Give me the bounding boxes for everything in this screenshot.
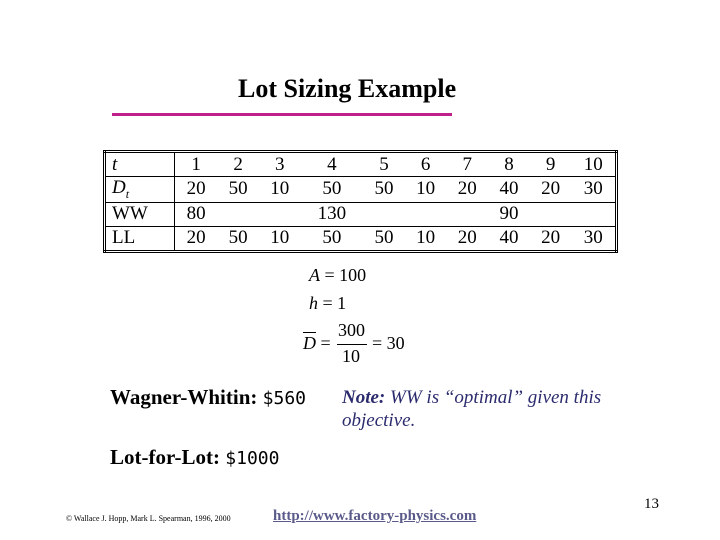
table-cell [446,202,488,226]
copyright-text: © Wallace J. Hopp, Mark L. Spearman, 1996, 2000 [66,514,231,523]
table-cell: 30 [571,226,616,251]
table-cell: 80 [175,202,218,226]
note-text: WW is “optimal” given this objective. [342,387,602,431]
table-cell: 130 [301,202,364,226]
table-cell [530,202,572,226]
table-cell: 30 [571,177,616,203]
table-cell: 9 [545,153,556,175]
table-cell: 20 [446,226,488,251]
table-cell [259,202,301,226]
table-cell: 40 [488,226,530,251]
fraction-bar [337,344,367,345]
wagner-whitin-result [110,385,306,410]
table-cell: 10 [259,226,301,251]
table-cell: 20 [530,177,572,203]
table-cell: 3 [275,153,285,175]
table-cell [405,202,447,226]
table-cell [217,202,259,226]
row-header: $D_t$ [105,177,175,203]
website-link[interactable]: http://www.factory-physics.com [273,508,477,524]
table-row [105,202,617,226]
table-cell: 4 [327,153,337,175]
table-cell [363,202,405,226]
formula-dbar-numerator: 300 [338,320,365,340]
table-cell: 50 [363,177,405,203]
ll-label: Lot-for-Lot: [110,445,221,469]
note-prefix: Note: [342,387,386,408]
table-cell: 20 [175,226,218,251]
table-cell: 50 [301,177,364,203]
table-cell: 10 [405,177,447,203]
row-header: WW [105,202,175,226]
table-cell: 50 [363,226,405,251]
table-cell: 10 [405,226,447,251]
table-cell: 50 [301,226,364,251]
formula-dbar-lhs: $\overline{D}$ = [303,333,331,353]
table-cell: 6 [420,153,431,175]
table-cell: 90 [488,202,530,226]
table-cell: 50 [217,177,259,203]
formula-dbar-result: = 30 [372,333,405,353]
lot-sizing-table [103,150,618,253]
table-row [105,177,617,203]
table-cell: 2 [233,153,243,175]
table-cell: 7 [462,153,473,175]
row-header: LL [105,226,175,251]
page-title: Lot Sizing Example [238,74,457,103]
formula-dbar-denominator: 10 [342,346,360,366]
page-number: 13 [644,496,659,512]
table-cell: 50 [217,226,259,251]
table-cell: 1 [191,153,201,175]
table-row [105,226,617,251]
table-cell [571,202,616,226]
table-cell: 20 [530,226,572,251]
title-underline [112,113,452,116]
note-box [342,386,612,432]
table-cell: 10 [583,153,603,175]
table-cell: 20 [446,177,488,203]
table-cell: 20 [175,177,218,203]
table-cell: 40 [488,177,530,203]
row-header: t [105,152,175,177]
formula-h: h = 1 [309,293,347,313]
lot-for-lot-result [110,445,279,470]
table-cell: 10 [259,177,301,203]
table-cell: 8 [504,153,514,175]
table-row [105,152,617,177]
table-cell: 5 [379,153,389,175]
ll-value: $1000 [225,448,280,469]
ww-label: Wagner-Whitin: [110,385,258,409]
ww-value: $560 [262,388,306,409]
formula-A: A = 100 [309,265,367,285]
